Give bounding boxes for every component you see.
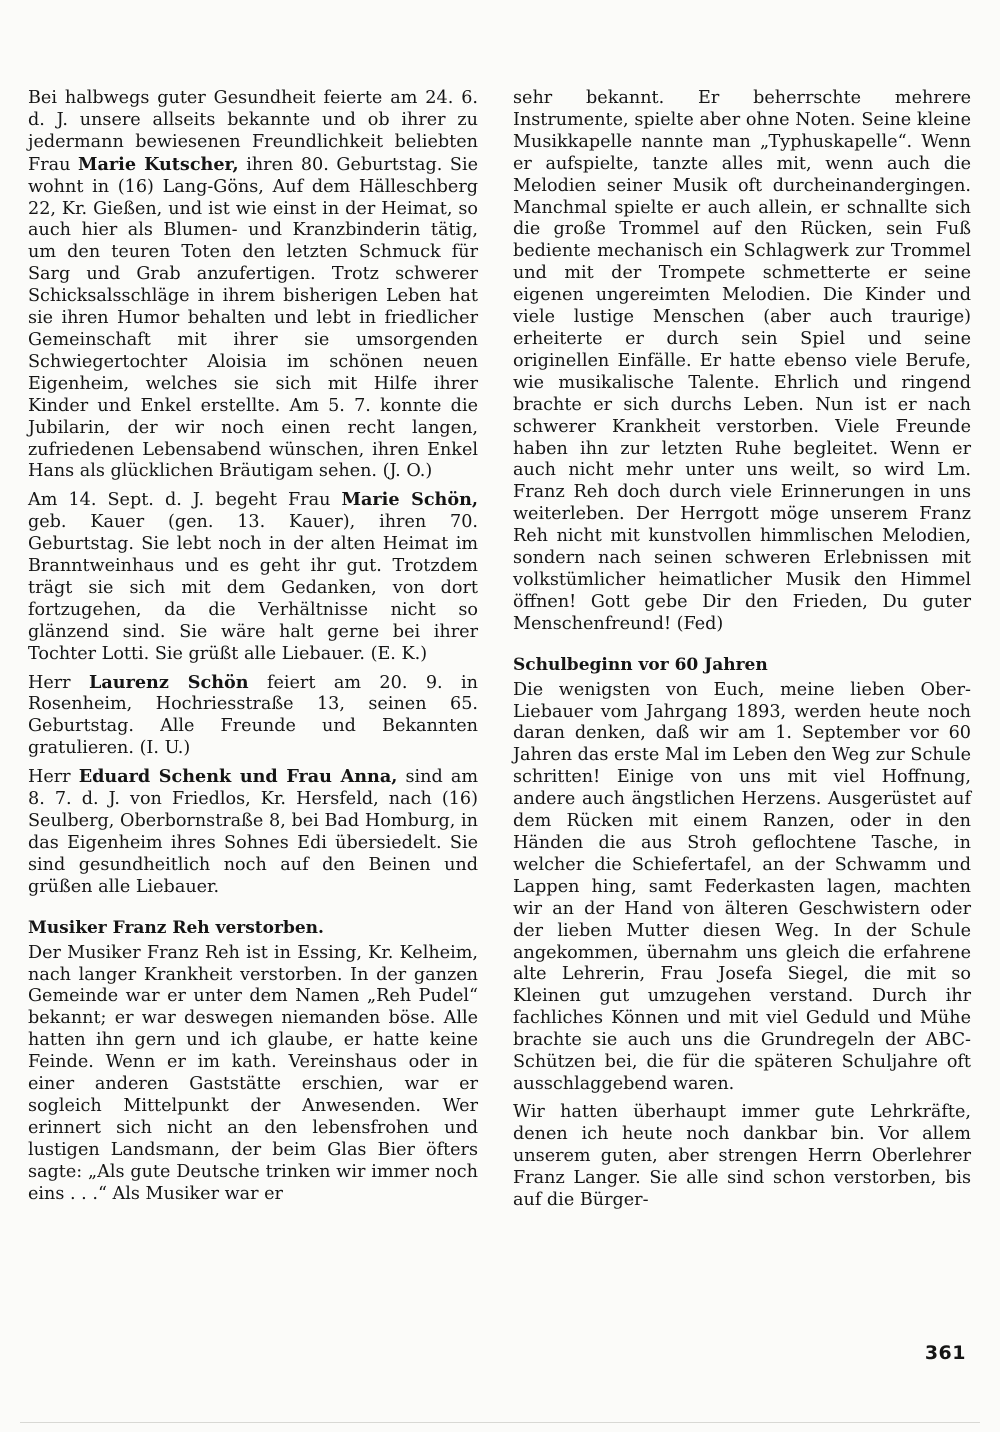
right-column <box>513 88 971 1217</box>
paragraph-schulbeginn-2: Wir hatten überhaupt immer gute Lehrkräfte, denen ich heute noch dankbar bin. Vor allem unserem guten, aber strengen Herrn Oberlehrer Franz Langer. Sie alle sind schon verstorben, bis auf die Bürger- <box>513 1101 971 1210</box>
person-name: Marie Kutscher, <box>78 153 239 175</box>
page-number: 361 <box>924 1342 966 1364</box>
paragraph-birthday-marie-schoen: Am 14. Sept. d. J. begeht Frau Marie Schön, geb. Kauer (gen. 13. Kauer), ihren 70. Geburtstag. Sie lebt noch in der alten Heimat im Branntweinhaus und es geht ihr gut. Trotzdem trägt sie sich mit dem Gedanken, von dort fortzugehen, da die Verhältnisse nicht so glänzend sind. Sie wäre halt gerne bei ihrer Tochter Lotti. Sie grüßt alle Liebauer. (E. K.) <box>28 489 478 664</box>
paragraph-obituary-reh-continued: sehr bekannt. Er beherrschte mehrere Instrumente, spielte aber ohne Noten. Seine kleine Musikkapelle nannte man „Typhuskapelle“. Wenn er aufspielte, tanzte alles mit, wenn auch die Melodien seiner Musik oft durcheinandergingen. Manchmal spielte er auch allein, er schnallte sich die große Trommel auf den Rücken, sein Fuß bediente mechanisch ein Schlagwerk zur Trommel und mit der Trompete schmetterte er seine eigenen ungereimten Melodien. Die Kinder und viele lustige Menschen (aber auch traurige) erheiterte er durch sein Spiel und seine originellen Einfälle. Er hatte ebenso viele Berufe, wie musikalische Talente. Ehrlich und ringend brachte er sich durchs Leben. Nun ist er nach schwerer Krankheit verstorben. Viele Freunde haben ihn zur letzten Ruhe begleitet. Wenn er auch nicht mehr unter uns weilt, so wird Lm. Franz Reh doch durch viele Erinnerungen in uns weiterleben. Der Herrgott möge unserem Franz Reh nicht mit kunstvollen himmlischen Melodien, sondern nach seinen schweren Erlebnissen mit volkstümlicher heimatlicher Musik den Himmel öffnen! Gott gebe Dir den Frieden, Du guter Menschenfreund! (Fed) <box>513 88 971 634</box>
heading-schulbeginn: Schulbeginn vor 60 Jahren <box>513 654 768 675</box>
person-name: Laurenz Schön <box>89 671 249 693</box>
paragraph-birthday-kutscher: Bei halbwegs guter Gesundheit feierte am 24. 6. d. J. unsere allseits bekannte und ob ihrer zu jedermann bewiesenen Freundlichkeit beliebten Frau Marie Kutscher, ihren 80. Geburtstag. Sie wohnt in (16) Lang-Göns, Auf dem Hälleschberg 22, Kr. Gießen, und ist wie einst in der Heimat, so auch hier als Blumen- und Kranzbinderin tätig, um den teuren Toten den letzten Schmuck für Sarg und Grab anzufertigen. Trotz schwerer Schicksalsschläge in ihrem bisherigen Leben hat sie ihren Humor behalten und lebt in friedlicher Gemeinschaft mit ihrer sie umsorgenden Schwiegertochter Aloisia im schönen neuen Eigenheim, welches sie sich mit Hilfe ihrer Kinder und Enkel erstellte. Am 5. 7. konnte die Jubilarin, der wir noch einen recht langen, zufriedenen Lebensabend wünschen, ihren Enkel Hans als glücklichen Bräutigam sehen. (J. O.) <box>28 88 479 482</box>
paragraph-schulbeginn-1: Die wenigsten von Euch, meine lieben Ober-Liebauer vom Jahrgang 1893, werden heute noch daran denken, daß wir am 1. September vor 60 Jahren das erste Mal im Leben den Weg zur Schule schritten! Einige von uns mit viel Hoffnung, andere auch ängstlichen Herzens. Ausgerüstet auf dem Rücken mit einem Ranzen, oder in den Händen die aus Stroh geflochtene Tasche, in welcher die Schiefertafel, an der Schwamm und Lappen hing, samt Federkasten lagen, machten wir an der Hand von älteren Geschwistern oder der lieben Mutter diesen Weg. In der Schule angekommen, übernahm uns gleich die erfahrene alte Lehrerin, Frau Josefa Siegel, die mit so Kleinen gut umzugehen verstand. Durch ihr fachliches Können und mit viel Geduld und Mühe brachte sie auch uns die Grundregeln der ABC-Schützen bei, die für die späteren Schuljahre oft ausschlaggebend waren. <box>513 679 971 1094</box>
paragraph-obituary-reh: Der Musiker Franz Reh ist in Essing, Kr. Kelheim, nach langer Krankheit verstorben. In der ganzen Gemeinde war er unter dem Namen „Reh Pudel“ bekannt; er war deswegen niemanden böse. Alle hatten ihn gern und ich glaube, er hatte keine Feinde. Wenn er im kath. Vereinshaus oder in einer anderen Gaststätte erschien, war er sogleich Mittelpunkt der Anwesenden. Wer erinnert sich nicht an den lebensfrohen und lustigen Landsmann, der beim Glas Bier öfters sagte: „Als gute Deutsche trinken wir immer noch eins . . .“ Als Musiker war er <box>28 942 478 1204</box>
paragraph-birthday-laurenz-schoen: Herr Laurenz Schön feiert am 20. 9. in Rosenheim, Hochriesstraße 13, seinen 65. Geburtstag. Alle Freunde und Bekannten gratulieren. (I. U.) <box>28 671 479 759</box>
paragraph-schenk-move: Herr Eduard Schenk und Frau Anna, sind am 8. 7. d. J. von Friedlos, Kr. Hersfeld, nach (16) Seulberg, Oberbornstraße 8, bei Bad Homburg, in das Eigenheim ihres Sohnes Edi übersiedelt. Sie sind gesundheitlich noch auf den Beinen und grüßen alle Liebauer. <box>28 766 478 897</box>
left-column <box>28 88 478 1212</box>
scan-edge-line <box>20 1422 980 1423</box>
person-name: Marie Schön, <box>341 489 478 511</box>
heading-musiker-verstorben: Musiker Franz Reh verstorben. <box>28 917 324 938</box>
person-name: Eduard Schenk und Frau Anna, <box>78 766 398 788</box>
